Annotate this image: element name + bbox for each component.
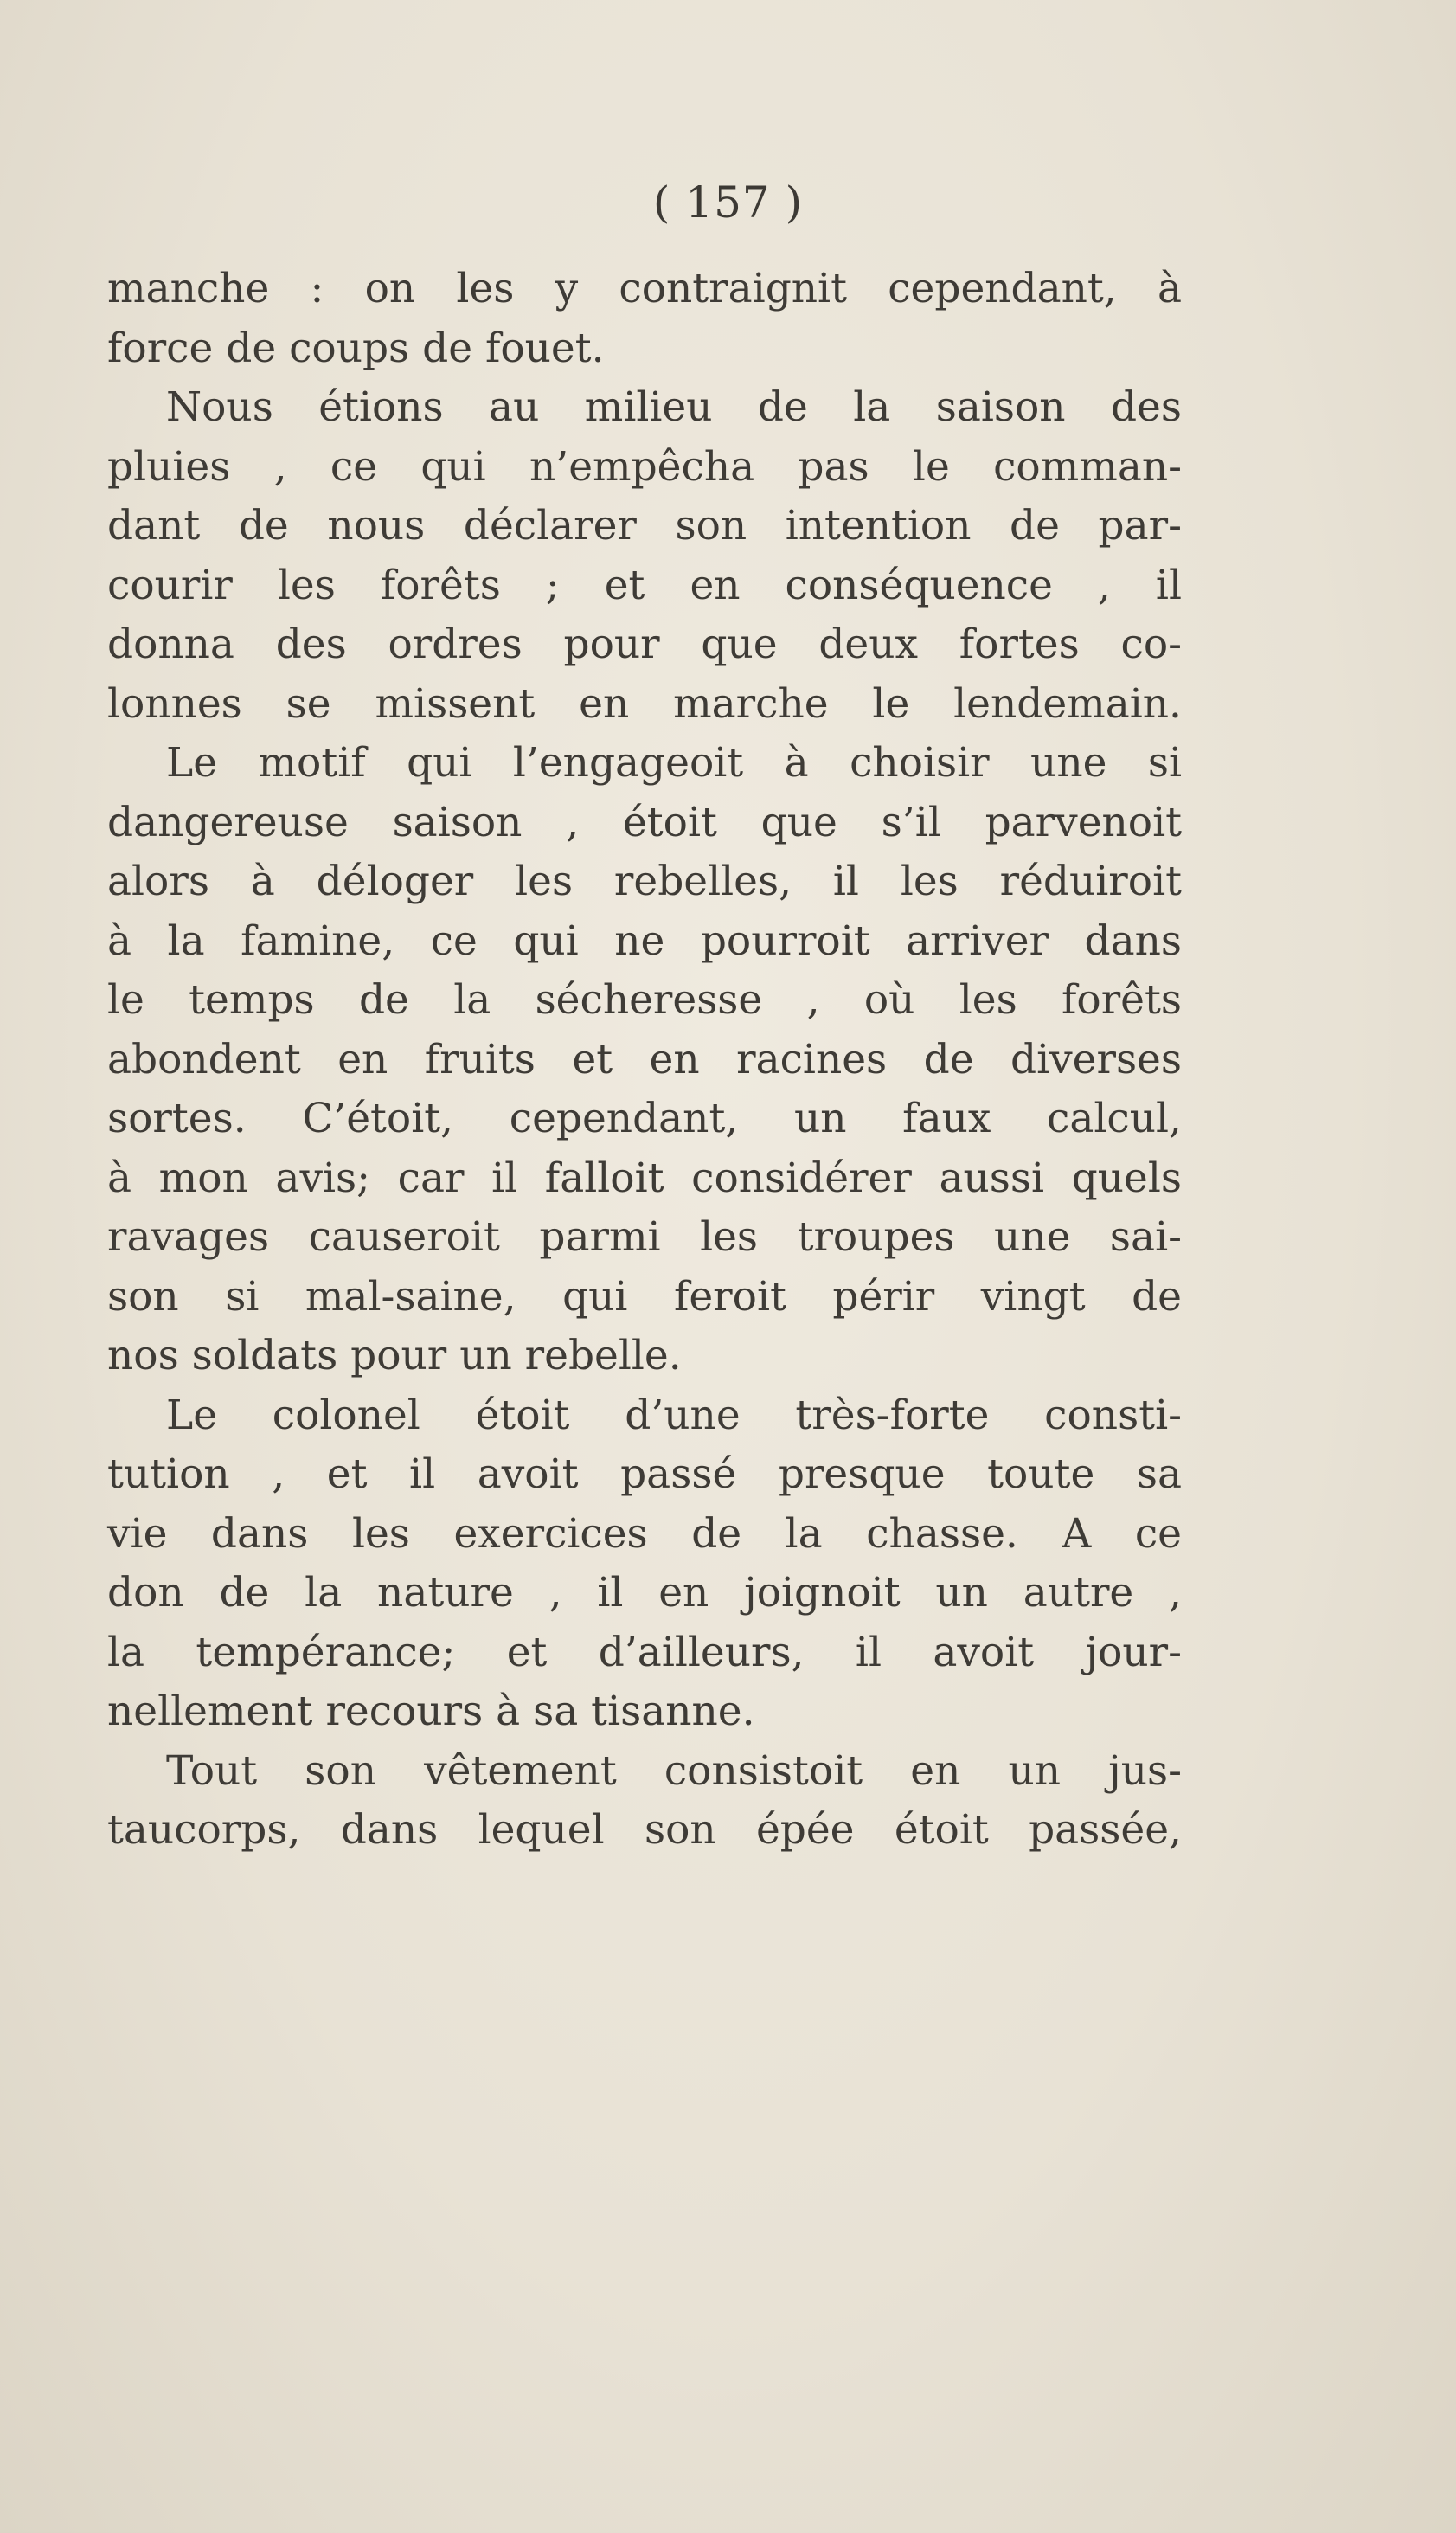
text-line: nellement recours à sa tisanne. [107, 1688, 755, 1735]
text-line: Le motif qui l’engageoit à choisir une si [166, 739, 1182, 787]
text-line: dangereuse saison , étoit que s’il parvenoit [107, 798, 1182, 846]
text-line: ravages causeroit parmi les troupes une sai- [107, 1213, 1182, 1261]
text-line: force de coups de fouet. [107, 324, 605, 372]
text-line: sortes. C’étoit, cependant, un faux calcul, [107, 1095, 1182, 1142]
text-line: Nous étions au milieu de la saison des [166, 383, 1182, 431]
text-line: Le colonel étoit d’une très-forte consti- [166, 1391, 1182, 1439]
text-line: donna des ordres pour que deux fortes co- [107, 620, 1182, 668]
text-line: taucorps, dans lequel son épée étoit passée, [107, 1806, 1182, 1854]
text-line: abondent en fruits et en racines de diverses [107, 1035, 1182, 1083]
text-line: à la famine, ce qui ne pourroit arriver dans [107, 916, 1182, 965]
text-line: le temps de la sécheresse , où les forêts [107, 976, 1182, 1024]
text-line: son si mal-saine, qui feroit périr vingt de [107, 1272, 1182, 1321]
text-line: manche : on les y contraignit cependant, à [107, 265, 1182, 312]
text-line: tution , et il avoit passé presque toute sa [107, 1450, 1182, 1498]
text-line: vie dans les exercices de la chasse. A ce [107, 1509, 1182, 1558]
body-text [107, 260, 1182, 1861]
page-number: ( 157 ) [652, 177, 804, 228]
text-line: la tempérance; et d’ailleurs, il avoit jour- [107, 1628, 1182, 1676]
text-line: lonnes se missent en marche le lendemain. [107, 679, 1182, 728]
text-line: don de la nature , il en joignoit un autre , [107, 1569, 1182, 1617]
text-line: dant de nous déclarer son intention de par- [107, 502, 1182, 550]
text-line: à mon avis; car il falloit considérer aussi quels [107, 1154, 1182, 1202]
text-line: alors à déloger les rebelles, il les réduiroit [107, 858, 1182, 905]
text-line: nos soldats pour un rebelle. [107, 1332, 682, 1379]
text-line: Tout son vêtement consistoit en un jus- [166, 1746, 1182, 1795]
text-line: courir les forêts ; et en conséquence , il [107, 561, 1182, 609]
text-line: pluies , ce qui n’empêcha pas le comman- [107, 442, 1182, 491]
